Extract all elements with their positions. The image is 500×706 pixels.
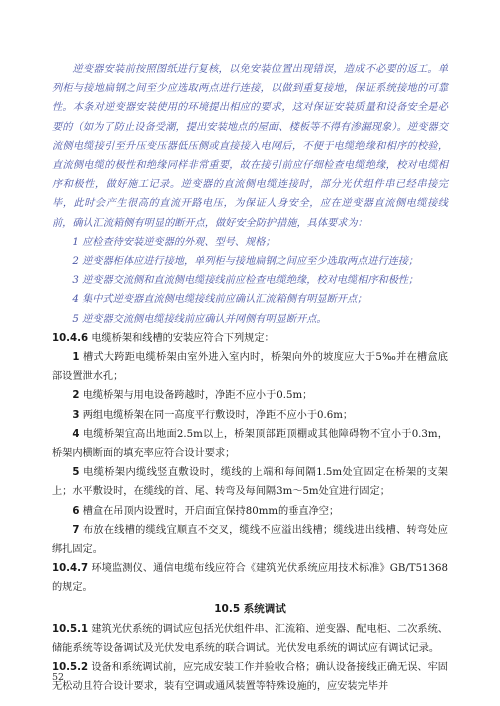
commentary-item: 5 逆变器交流侧电缆接线前应确认并网侧有明显断开点。 xyxy=(72,313,327,325)
commentary-line: 逆变器安装前按照图纸进行复核，以免安装位置出现错误，造成不必要的返工。 xyxy=(72,64,438,75)
commentary-line: 的断开点，做好安全防护措施，具体要求为： xyxy=(164,217,368,229)
clause-10-4-7 xyxy=(52,559,448,597)
clause-10-4-6 xyxy=(52,329,448,559)
item-text: 电缆桥架宜高出地面2.5m以上，桥架顶部距顶棚或其他障碍物不宜小于0.3m，桥架内横断面的填充率应符合设计要求； xyxy=(52,428,448,460)
item-text: 电缆桥架内缆线竖直敷设时，缆线的上端和每间隔1.5m处宜固定在桥架的支架上；水平敷设时，在缆线的首、尾、转弯及每间隔3m～5m处宜进行固定； xyxy=(52,467,448,498)
clause-10-5-2 xyxy=(52,658,448,696)
commentary-line: 单列柜与接地扁钢之间至少应选取两点进行连接，以做到重复接地，保证系统接 xyxy=(52,64,448,95)
commentary-line: 侧电缆连接时，部分光伏组件串已经串接完毕，此时会产生很高的直流开路电压， xyxy=(52,179,448,210)
clause-number: 10.4.7 xyxy=(52,563,89,575)
item-text: 布放在线槽的缆线宜顺直不交叉，缆线不应溢出线槽；缆线进出线槽、转弯处应绑扎固定。 xyxy=(52,524,448,556)
item-text: 电缆桥架与用电设备跨越时，净距不应小于0.5m； xyxy=(82,390,313,402)
commentary-line: 有渗漏现象）。逆变器交流侧电缆接引至升压变压器低压侧或直接接入电网后， xyxy=(52,121,449,152)
item-text: 槽式大跨距电缆桥架由室外进入室内时，桥架向外的坡度应大于5‰并在槽盒底部设置泄水孔； xyxy=(52,352,448,383)
clause-text: 建筑光伏系统的调试应包括光伏组件串、汇流箱、逆变器、配电柜、二次系统、储能系统等设备调试及光伏发电系统的联合调试。光伏发电系统的调试应有调试记录。 xyxy=(52,623,448,654)
commentary-item: 1 应检查待安装逆变器的外观、型号、规格； xyxy=(72,236,276,248)
commentary-item: 3 逆变器交流侧和直流侧电缆接线前应检查电缆绝缘，校对电缆相序和极性； xyxy=(72,275,419,287)
commentary-item: 4 集中式逆变器直流侧电缆接线前应确认汇流箱侧有明显断开点； xyxy=(72,294,368,306)
commentary-line: 地的可靠性。本条对逆变器安装使用的环境提出相应的要求，这对保证安装质量 xyxy=(52,83,449,114)
clause-10-5-1 xyxy=(52,620,448,658)
commentary-line: 不便于电缆绝缘和相序的校验，直流侧电缆的极性和绝缘同样非常重要，故在接 xyxy=(52,140,449,172)
item-number: 5 xyxy=(72,467,80,479)
clause-text: 设备和系统调试前，应完成安装工作并验收合格；确认设备接线正确无误、牢固无松动且符合设计要求，装有空调或通风装置等特殊设施的，应安装完毕并 xyxy=(52,662,448,693)
item-number: 6 xyxy=(72,505,80,517)
clause-text: 环境监测仪、通信电缆布线应符合《建筑光伏系统应用技术标准》GB/T51368的规定。 xyxy=(52,563,448,594)
item-text: 槽盒在吊顶内设置时，开启面宜保持80mm的垂直净空； xyxy=(82,505,340,517)
clause-item xyxy=(52,425,448,463)
clause-lead: 电缆桥架和线槽的安装应符合下列规定： xyxy=(91,332,275,344)
item-text: 两组电缆桥架在同一高度平行敷设时，净距不应小于0.6m； xyxy=(82,409,354,421)
clause-item xyxy=(52,463,448,501)
commentary-line: 引前应仔细检查电缆绝缘，校对电缆相序和极性，做好施工记录。逆变器的直流 xyxy=(52,160,449,191)
section-heading: 10.5 系统调试 xyxy=(214,602,286,615)
clause-number: 10.5.1 xyxy=(52,623,89,635)
commentary-paragraph xyxy=(52,60,448,233)
commentary-item: 2 逆变器柜体应进行接地，单列柜与接地扁钢之间应至少选取两点进行连接； xyxy=(72,256,419,268)
commentary-line: 为保证人身安全，应在逆变器直流侧电缆接线前，确认汇流箱侧有明显 xyxy=(52,198,448,229)
clause-item xyxy=(52,521,448,559)
commentary-line: 和设备安全是必要的（如为了防止设备受潮，提出安装地点的屋面、楼板等不得 xyxy=(52,102,449,133)
clause-number: 10.4.6 xyxy=(52,332,89,344)
item-number: 3 xyxy=(72,409,80,421)
clause-item xyxy=(52,502,448,521)
item-number: 1 xyxy=(72,352,80,364)
clause-number: 10.5.2 xyxy=(52,662,89,674)
item-number: 4 xyxy=(72,428,80,440)
clause-item xyxy=(52,386,448,405)
commentary-block xyxy=(52,60,448,329)
clause-item xyxy=(52,348,448,386)
clause-item xyxy=(52,406,448,425)
item-number: 2 xyxy=(72,390,80,402)
page-number: 52 xyxy=(52,672,65,683)
item-number: 7 xyxy=(72,524,80,536)
